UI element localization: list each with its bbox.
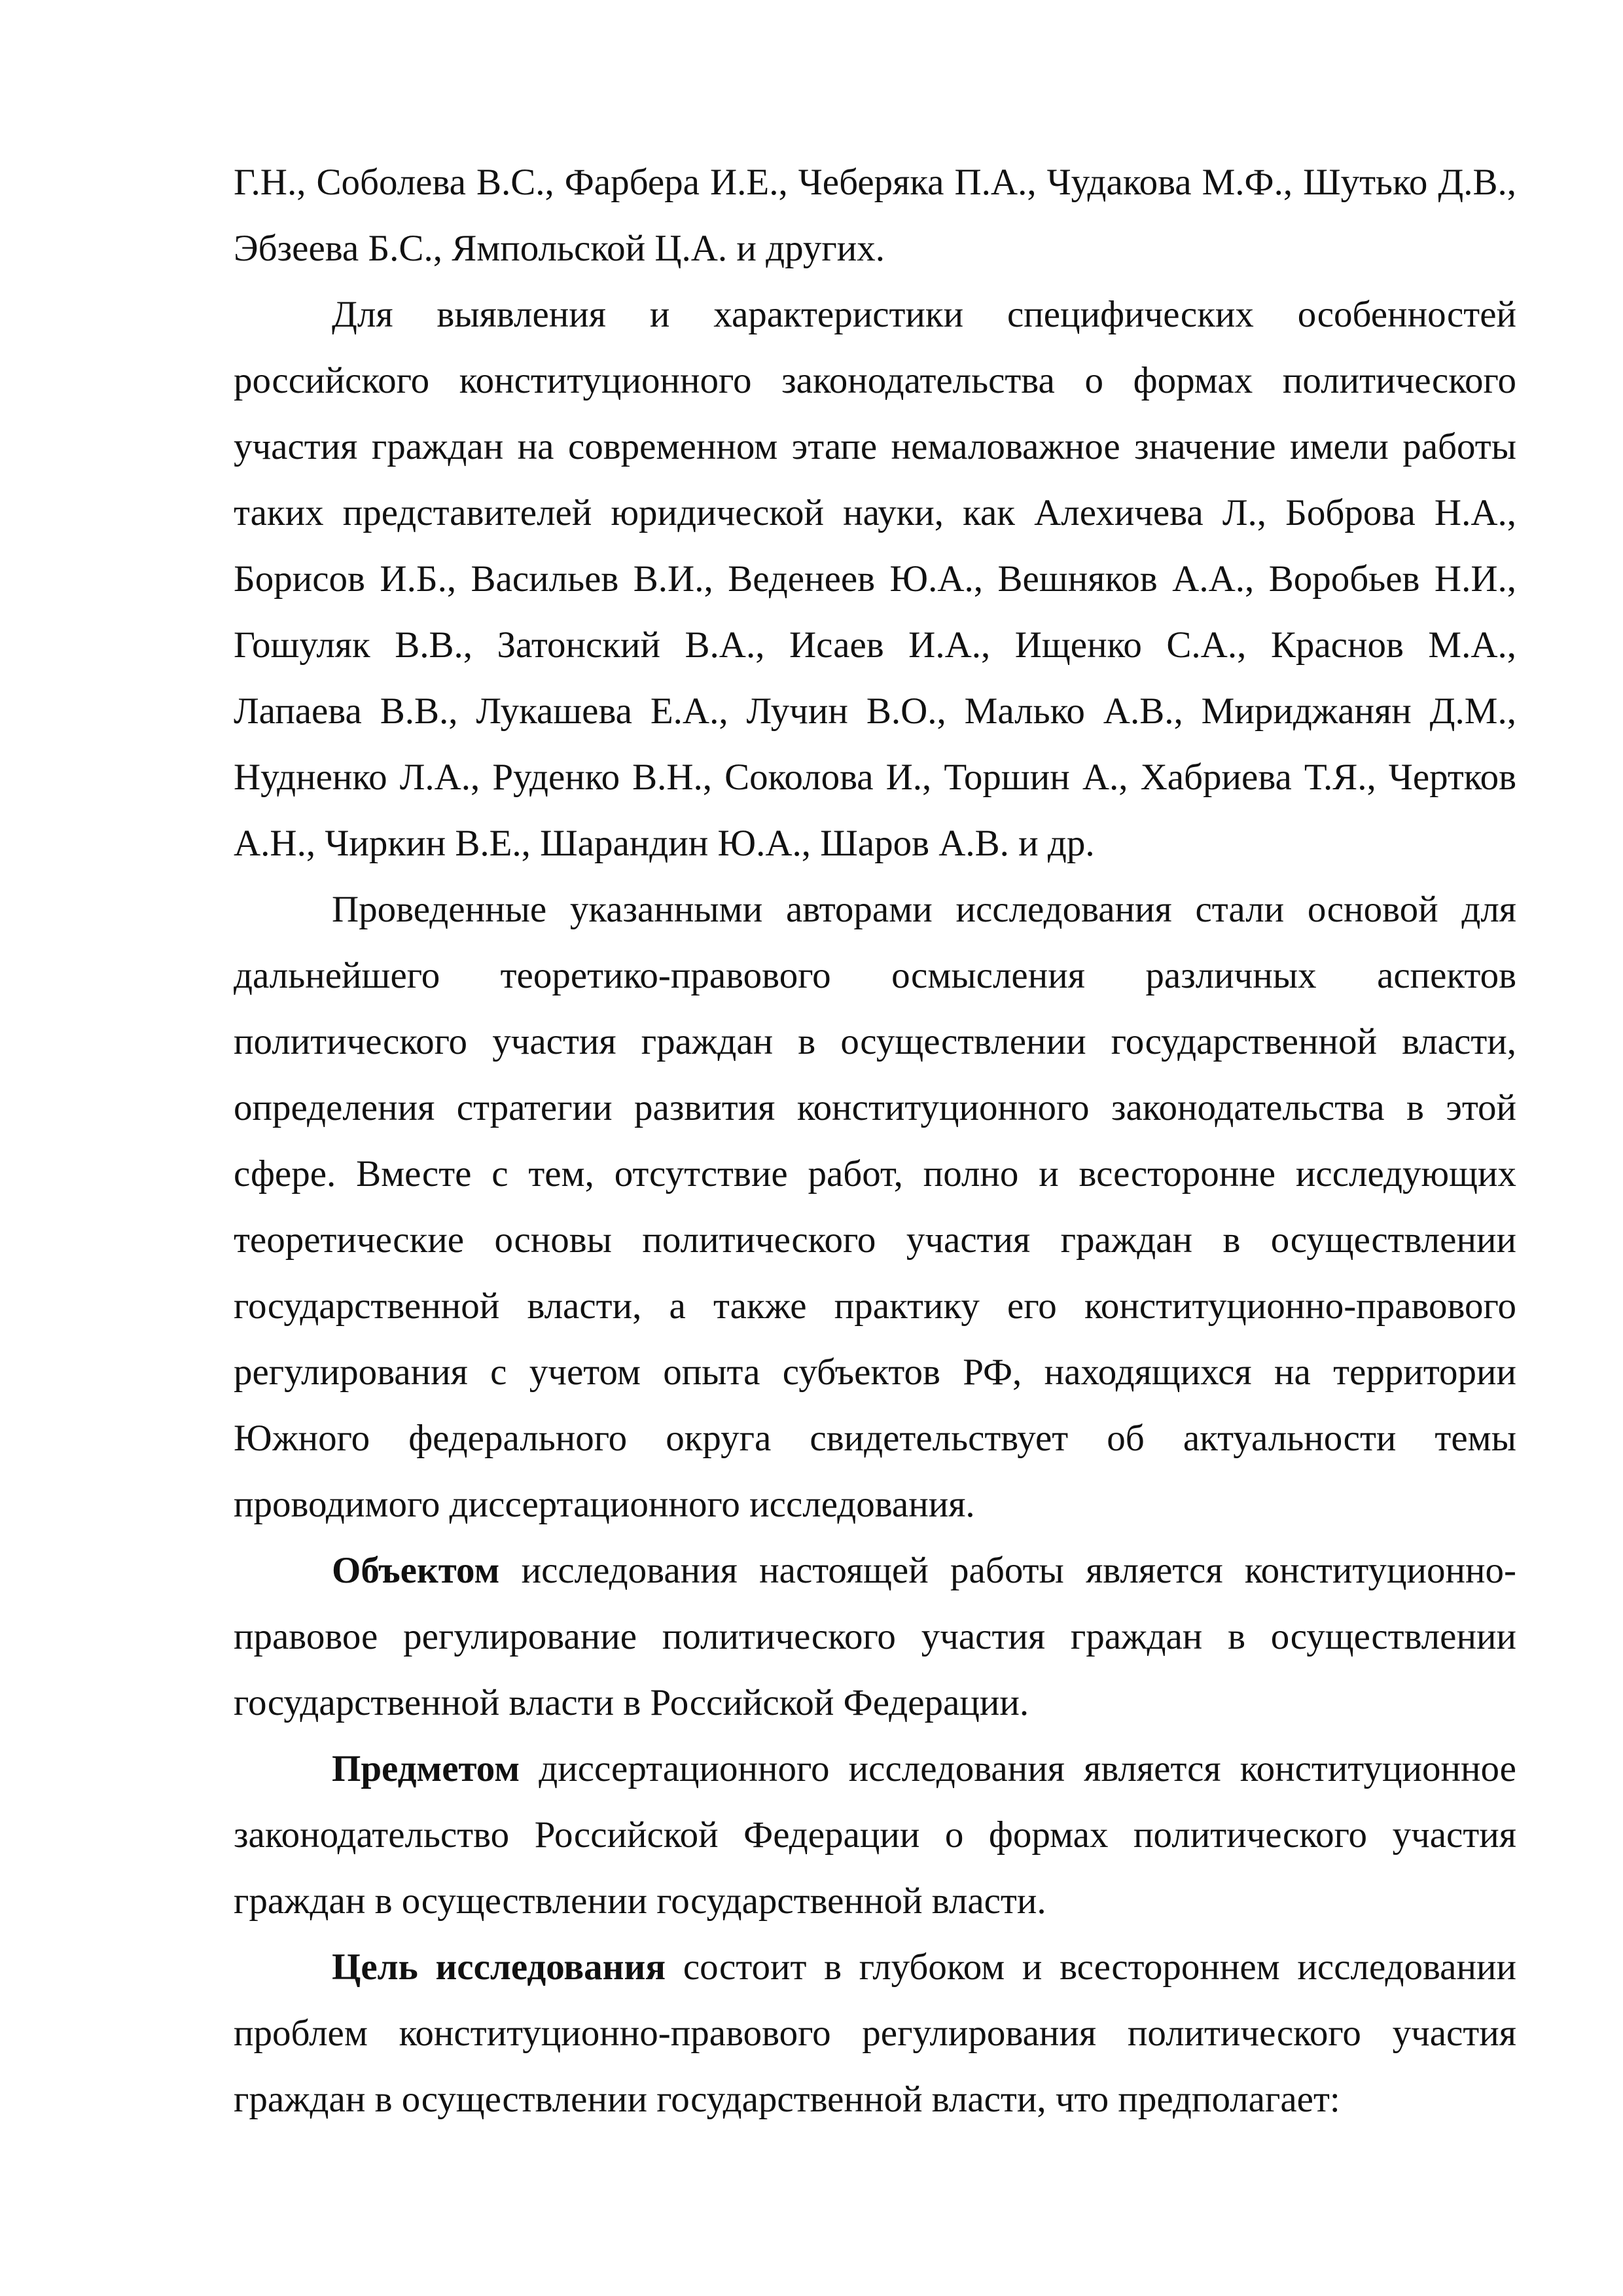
paragraph-text: Проведенные указанными авторами исследования стали основой для дальнейшего теоретико-правового осмысления различных аспектов политического участия граждан в осуществлении государственной власти, определения стратегии развития конституционного законодательства в этой сфере. Вместе с тем, отсутствие работ, полно и всесторонне исследующих теоретические основы политического участия граждан в осуществлении государственной власти, а также практику его конституционно-правового регулирования с учетом опыта субъектов РФ, находящихся на территории Южного федерального округа свидетельствует об актуальности темы проводимого диссертационного исследования. xyxy=(234,889,1516,1525)
paragraph-object xyxy=(234,1537,1516,1736)
paragraph-text: Для выявления и характеристики специфических особенностей российского конституционного законодательства о формах политического участия граждан на современном этапе немаловажное значение имели работы таких представителей юридической науки, как Алехичева Л., Боброва Н.А., Борисов И.Б., Васильев В.И., Веденеев Ю.А., Вешняков А.А., Воробьев Н.И., Гошуляк В.В., Затонский В.А., Исаев И.А., Ищенко С.А., Краснов М.А., Лапаева В.В., Лукашева Е.А., Лучин В.О., Малько А.В., Мириджанян Д.М., Нудненко Л.А., Руденко В.Н., Соколова И., Торшин А., Хабриева Т.Я., Чертков А.Н., Чиркин В.Е., Шарандин Ю.А., Шаров А.В. и др. xyxy=(234,294,1516,864)
paragraph-lead-object: Объектом xyxy=(332,1550,500,1591)
paragraph-text: исследования настоящей работы является конституционно-правовое регулирование политического участия граждан в осуществлении государственной власти в Российской Федерации. xyxy=(234,1550,1516,1723)
paragraph-relevance xyxy=(234,876,1516,1537)
paragraph-text: состоит в глубоком и всестороннем исследовании проблем конституционно-правового регулирования политического участия граждан в осуществлении государственной власти, что предполагает: xyxy=(234,1946,1516,2120)
paragraph-lead-goal: Цель исследования xyxy=(332,1946,666,1988)
paragraph-subject xyxy=(234,1736,1516,1934)
paragraph-continuation xyxy=(234,149,1516,281)
paragraph-text: диссертационного исследования является конституционное законодательство Российской Федерации о формах политического участия граждан в осуществлении государственной власти. xyxy=(234,1748,1516,1922)
paragraph-text: Г.Н., Соболева В.С., Фарбера И.Е., Чеберяка П.А., Чудакова М.Ф., Шутько Д.В., Эбзеева Б.С., Ямпольской Ц.А. и других. xyxy=(234,162,1516,269)
paragraph-researchers xyxy=(234,281,1516,876)
paragraph-goal xyxy=(234,1934,1516,2132)
document-body xyxy=(234,149,1516,2132)
paragraph-lead-subject: Предметом xyxy=(332,1748,520,1789)
